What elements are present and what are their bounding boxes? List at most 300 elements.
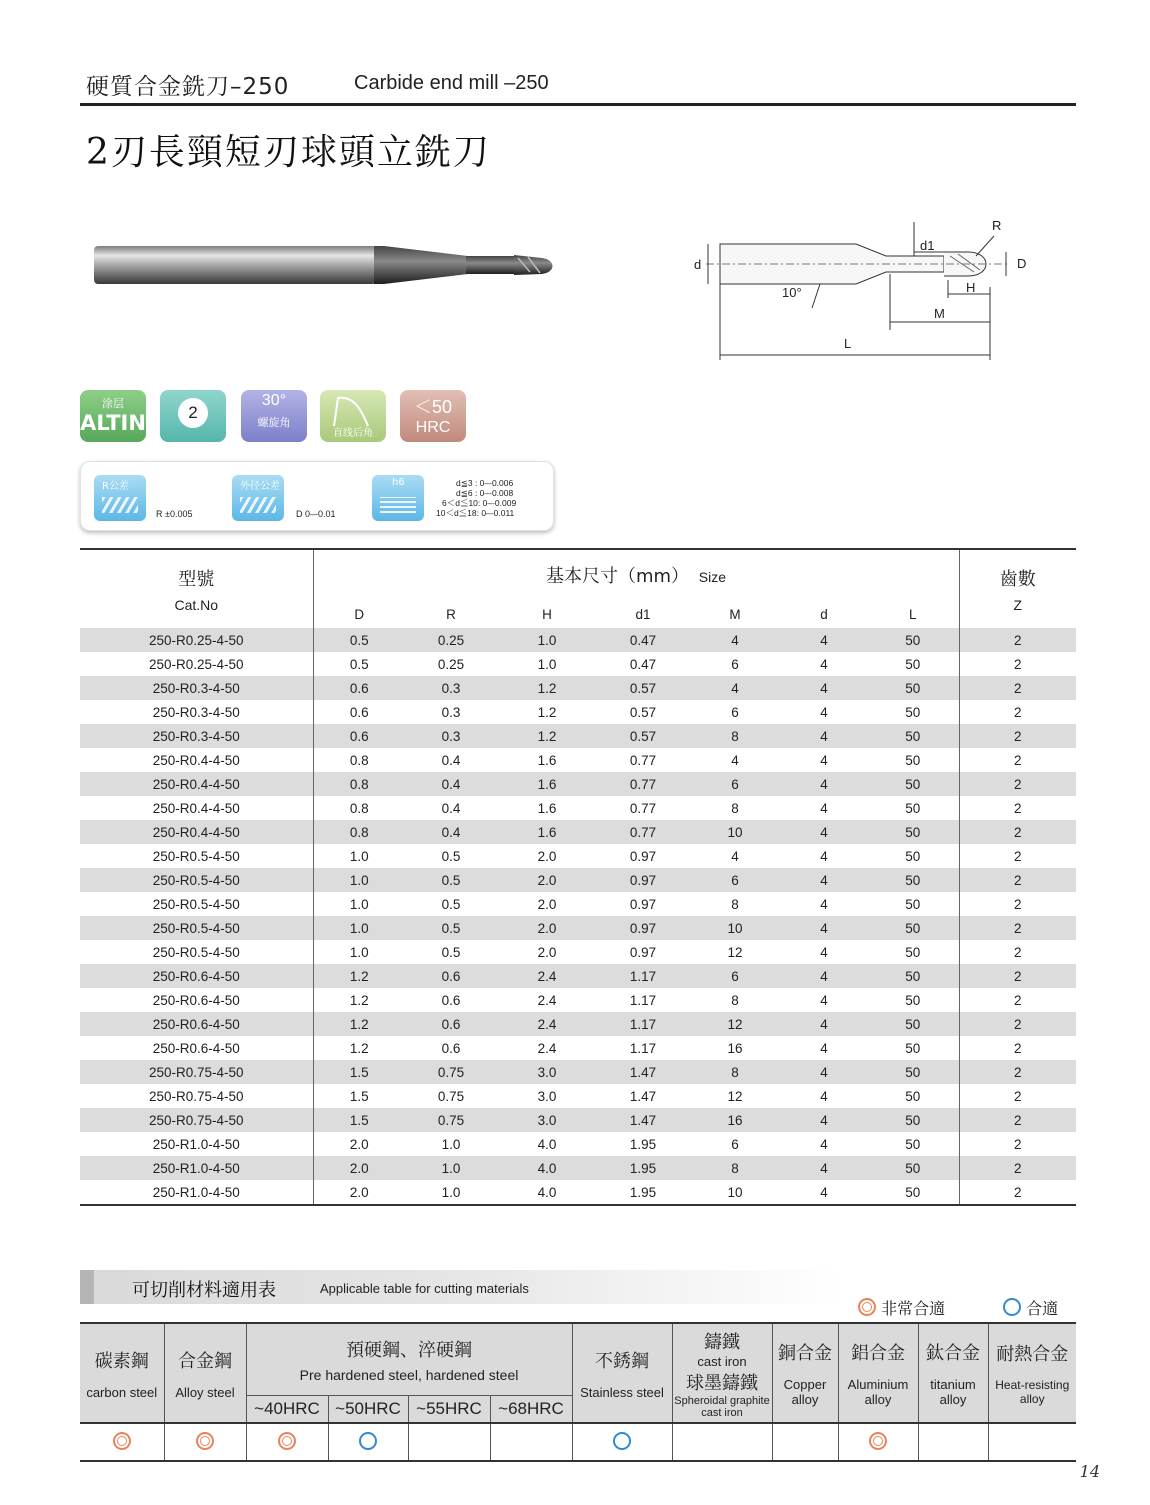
cell-d1: 1.47 bbox=[597, 1060, 689, 1084]
table-row bbox=[80, 1060, 1076, 1084]
cell-L: 50 bbox=[867, 820, 959, 844]
table-row bbox=[80, 964, 1076, 988]
cell-d: 4 bbox=[781, 772, 867, 796]
hardness-badge bbox=[400, 390, 466, 442]
cell-L: 50 bbox=[867, 1012, 959, 1036]
materials-title-en: Applicable table for cutting materials bbox=[320, 1281, 529, 1296]
suitability-cell bbox=[80, 1423, 164, 1461]
very-suitable-icon bbox=[858, 1298, 876, 1316]
col-header: R bbox=[446, 606, 456, 622]
cell-d1: 0.77 bbox=[597, 820, 689, 844]
mat-prehardened-cn: 預硬鋼、淬硬鋼 bbox=[346, 1339, 472, 1361]
cell-d1: 0.57 bbox=[597, 724, 689, 748]
cell-d1: 1.95 bbox=[597, 1180, 689, 1205]
drawing-label-angle: 10° bbox=[782, 285, 802, 300]
table-row bbox=[80, 916, 1076, 940]
cell-cat-no: 250-R0.5-4-50 bbox=[80, 892, 313, 916]
teeth-header-en: Z bbox=[1013, 597, 1023, 613]
h6-row: 6＜d≦10: 0–-0.009 bbox=[442, 498, 517, 508]
cell-M: 6 bbox=[689, 772, 781, 796]
header-title-cn: 硬質合金銑刀–250 bbox=[86, 74, 290, 100]
cell-cat-no: 250-R1.0-4-50 bbox=[80, 1156, 313, 1180]
cell-cat-no: 250-R0.75-4-50 bbox=[80, 1084, 313, 1108]
cell-M: 6 bbox=[689, 964, 781, 988]
cell-d: 4 bbox=[781, 1060, 867, 1084]
h6-row: d≦6 : 0–-0.008 bbox=[456, 488, 514, 498]
header-title-en: Carbide end mill –250 bbox=[354, 72, 549, 94]
cell-M: 4 bbox=[731, 752, 739, 768]
mat-copper bbox=[772, 1323, 838, 1423]
cell-D: 1.5 bbox=[313, 1108, 405, 1132]
cell-R: 0.3 bbox=[441, 704, 461, 720]
cell-d: 4 bbox=[781, 676, 867, 700]
cell-M: 6 bbox=[689, 868, 781, 892]
coating-value: ALTIN bbox=[80, 411, 146, 435]
mat-heat-resisting bbox=[988, 1323, 1076, 1423]
cell-H: 4.0 bbox=[537, 1136, 557, 1152]
cell-d1: 1.17 bbox=[629, 1040, 657, 1056]
cell-L: 50 bbox=[867, 1108, 959, 1132]
cell-H: 3.0 bbox=[537, 1088, 557, 1104]
cell-M: 10 bbox=[689, 1180, 781, 1205]
mat-copper-en1: Copper bbox=[783, 1377, 827, 1392]
cell-Z: 2 bbox=[1013, 1040, 1022, 1056]
cell-M: 10 bbox=[689, 916, 781, 940]
cell-d: 4 bbox=[820, 944, 828, 960]
table-row bbox=[80, 940, 1076, 964]
cell-Z: 2 bbox=[1013, 848, 1022, 864]
cell-cat-no: 250-R0.75-4-50 bbox=[80, 1060, 313, 1084]
teeth-header-cn: 齒數 bbox=[999, 569, 1036, 590]
mat-copper-cn: 銅合金 bbox=[778, 1343, 832, 1364]
cell-d: 4 bbox=[781, 1108, 867, 1132]
cell-cat-no: 250-R0.5-4-50 bbox=[80, 844, 313, 868]
cell-L: 50 bbox=[867, 868, 959, 892]
very-suitable-icon bbox=[113, 1432, 131, 1450]
cell-Z: 2 bbox=[1013, 992, 1022, 1008]
cell-D: 1.0 bbox=[349, 944, 369, 960]
cell-L: 50 bbox=[867, 892, 959, 916]
cell-cat-no: 250-R0.75-4-50 bbox=[80, 1108, 313, 1132]
cell-cat-no: 250-R0.5-4-50 bbox=[80, 916, 313, 940]
cat-header-en: Cat.No bbox=[174, 597, 219, 613]
legend-suitable bbox=[1003, 1296, 1058, 1319]
suitable-icon bbox=[1003, 1298, 1021, 1316]
cell-d1: 1.17 bbox=[597, 1012, 689, 1036]
cell-D: 1.0 bbox=[349, 896, 369, 912]
cell-R: 0.25 bbox=[437, 656, 465, 672]
table-row bbox=[80, 1036, 1076, 1060]
cell-d: 4 bbox=[820, 848, 828, 864]
cell-R: 0.5 bbox=[405, 916, 497, 940]
cell-d: 4 bbox=[781, 1156, 867, 1180]
cell-d: 4 bbox=[820, 1136, 828, 1152]
cell-L: 50 bbox=[867, 1084, 959, 1108]
cell-d: 4 bbox=[820, 992, 828, 1008]
coating-badge bbox=[80, 390, 146, 442]
legend-ok-label: 合適 bbox=[1026, 1299, 1059, 1318]
cell-H: 1.6 bbox=[497, 772, 597, 796]
cell-L: 50 bbox=[867, 964, 959, 988]
cell-R: 0.5 bbox=[405, 868, 497, 892]
mat-heat-en1: Heat-resisting bbox=[995, 1378, 1070, 1392]
cell-Z: 2 bbox=[959, 1060, 1076, 1084]
cell-Z: 2 bbox=[959, 772, 1076, 796]
helix-badge bbox=[241, 390, 307, 442]
cell-R: 1.0 bbox=[441, 1136, 461, 1152]
cell-cat-no: 250-R0.5-4-50 bbox=[80, 940, 313, 964]
drawing-label-d1: d1 bbox=[920, 238, 935, 253]
cell-d: 4 bbox=[820, 896, 828, 912]
cell-R: 0.4 bbox=[405, 820, 497, 844]
cell-L: 50 bbox=[867, 652, 959, 676]
materials-table bbox=[80, 1322, 1076, 1462]
materials-title-cn: 可切削材料適用表 bbox=[132, 1280, 276, 1301]
cell-cat-no: 250-R0.3-4-50 bbox=[80, 700, 313, 724]
cell-H: 1.2 bbox=[537, 704, 557, 720]
product-photo bbox=[90, 236, 560, 296]
cell-d: 4 bbox=[820, 800, 828, 816]
cell-L: 50 bbox=[867, 1156, 959, 1180]
r-tolerance-value: R ±0.005 bbox=[156, 509, 193, 519]
suitability-cell bbox=[572, 1423, 672, 1461]
table-row bbox=[80, 700, 1076, 724]
cell-M: 4 bbox=[731, 848, 739, 864]
cell-H: 2.4 bbox=[537, 1040, 557, 1056]
cell-L: 50 bbox=[867, 844, 959, 868]
cell-d1: 0.77 bbox=[629, 800, 657, 816]
cell-R: 1.0 bbox=[405, 1180, 497, 1205]
cell-M: 8 bbox=[731, 992, 739, 1008]
col-header: L bbox=[867, 600, 959, 628]
cell-H: 2.4 bbox=[537, 992, 557, 1008]
suitability-cell bbox=[328, 1423, 408, 1461]
cell-M: 8 bbox=[689, 724, 781, 748]
cell-Z: 2 bbox=[959, 724, 1076, 748]
cell-H: 1.2 bbox=[497, 676, 597, 700]
mat-cast-en: cast iron bbox=[697, 1353, 747, 1369]
mat-sg-en2: cast iron bbox=[701, 1406, 743, 1419]
cell-L: 50 bbox=[867, 940, 959, 964]
cell-cat-no: 250-R0.5-4-50 bbox=[80, 868, 313, 892]
col-header: d1 bbox=[635, 606, 651, 622]
cell-Z: 2 bbox=[1013, 944, 1022, 960]
cell-D: 1.0 bbox=[349, 848, 369, 864]
suitability-cell bbox=[918, 1423, 988, 1461]
table-row bbox=[80, 1132, 1076, 1156]
table-row bbox=[80, 844, 1076, 868]
cell-R: 0.4 bbox=[441, 800, 461, 816]
cell-d: 4 bbox=[820, 1088, 828, 1104]
technical-drawing bbox=[688, 212, 1048, 372]
cell-cat-no: 250-R0.3-4-50 bbox=[80, 676, 313, 700]
suitability-cell bbox=[164, 1423, 246, 1461]
drawing-label-R: R bbox=[992, 218, 1002, 233]
cell-D: 0.6 bbox=[313, 724, 405, 748]
table-row bbox=[80, 748, 1076, 772]
cell-R: 0.6 bbox=[441, 992, 461, 1008]
cell-L: 50 bbox=[867, 916, 959, 940]
page-title: 2刃長頸短刃球頭立銑刀 bbox=[86, 132, 491, 173]
size-header-cn: 基本尺寸（mm） bbox=[545, 566, 690, 587]
cell-D: 2.0 bbox=[313, 1156, 405, 1180]
drawing-label-H: H bbox=[966, 280, 976, 295]
cell-D: 0.5 bbox=[313, 628, 405, 652]
cell-cat-no: 250-R0.4-4-50 bbox=[80, 796, 313, 820]
cell-d1: 1.17 bbox=[629, 992, 657, 1008]
teeth-header bbox=[959, 549, 1076, 628]
mat-alloy-en: Alloy steel bbox=[175, 1384, 235, 1400]
h6-label: h6 bbox=[392, 477, 405, 488]
table-row bbox=[80, 892, 1076, 916]
flutes-badge bbox=[160, 390, 226, 442]
mat-prehardened-en: Pre hardened steel, hardened steel bbox=[299, 1366, 519, 1383]
cell-R: 0.5 bbox=[441, 944, 461, 960]
mat-sg-cn: 球墨鑄鐵 bbox=[686, 1372, 758, 1394]
cell-cat-no: 250-R0.6-4-50 bbox=[80, 1036, 313, 1060]
cell-d1: 0.57 bbox=[629, 704, 657, 720]
cell-D: 0.5 bbox=[349, 656, 369, 672]
cell-M: 6 bbox=[731, 1136, 739, 1152]
size-table bbox=[80, 548, 1076, 1206]
cell-L: 50 bbox=[867, 628, 959, 652]
cell-H: 1.0 bbox=[497, 628, 597, 652]
hrc-55: ~55HRC bbox=[408, 1395, 490, 1423]
cell-L: 50 bbox=[867, 988, 959, 1012]
relief-label: 直线后角 bbox=[333, 428, 373, 439]
cell-d: 4 bbox=[820, 704, 828, 720]
cell-cat-no: 250-R0.4-4-50 bbox=[80, 820, 313, 844]
cell-R: 0.3 bbox=[405, 724, 497, 748]
cell-H: 1.6 bbox=[497, 820, 597, 844]
cell-H: 1.0 bbox=[537, 656, 557, 672]
cell-H: 2.0 bbox=[497, 916, 597, 940]
mat-ti-en2: alloy bbox=[939, 1392, 967, 1407]
cell-M: 16 bbox=[727, 1040, 743, 1056]
cell-D: 2.0 bbox=[349, 1136, 369, 1152]
h6-row: d≦3 : 0–-0.006 bbox=[456, 478, 514, 488]
cell-H: 3.0 bbox=[497, 1108, 597, 1132]
cell-L: 50 bbox=[867, 1036, 959, 1060]
cell-D: 1.2 bbox=[313, 964, 405, 988]
h6-tolerance-table bbox=[436, 478, 516, 518]
hrc-68: ~68HRC bbox=[490, 1395, 572, 1423]
cell-cat-no: 250-R0.25-4-50 bbox=[80, 628, 313, 652]
cell-L: 50 bbox=[867, 748, 959, 772]
mat-alu-cn: 鋁合金 bbox=[851, 1343, 905, 1364]
mat-sg-en: Spheroidal graphite bbox=[674, 1394, 770, 1407]
cell-R: 0.6 bbox=[405, 1012, 497, 1036]
size-table-body bbox=[80, 628, 1076, 1205]
cell-H: 2.0 bbox=[537, 896, 557, 912]
cell-D: 0.8 bbox=[349, 800, 369, 816]
cell-D: 1.5 bbox=[313, 1060, 405, 1084]
suitability-cell bbox=[988, 1423, 1076, 1461]
hrc-50: ~50HRC bbox=[328, 1395, 408, 1423]
cell-d1: 0.47 bbox=[597, 628, 689, 652]
hardness-value: ＜50 bbox=[413, 397, 453, 417]
cell-L: 50 bbox=[867, 676, 959, 700]
table-row bbox=[80, 796, 1076, 820]
cell-D: 0.6 bbox=[313, 676, 405, 700]
table-row bbox=[80, 628, 1076, 652]
cell-d: 4 bbox=[820, 1040, 828, 1056]
materials-title-bar-edge bbox=[80, 1270, 94, 1304]
size-header bbox=[313, 549, 959, 600]
mat-alloy-cn: 合金鋼 bbox=[178, 1350, 232, 1372]
cell-d1: 0.47 bbox=[629, 656, 657, 672]
cell-H: 2.0 bbox=[537, 848, 557, 864]
relief-badge bbox=[320, 390, 386, 442]
cell-Z: 2 bbox=[959, 916, 1076, 940]
drawing-label-D: D bbox=[1017, 256, 1027, 271]
cell-M: 8 bbox=[731, 896, 739, 912]
cell-cat-no: 250-R0.4-4-50 bbox=[80, 748, 313, 772]
cell-d1: 1.17 bbox=[597, 964, 689, 988]
cell-R: 0.25 bbox=[405, 628, 497, 652]
table-row bbox=[80, 772, 1076, 796]
coating-label: 涂层 bbox=[102, 398, 124, 410]
cell-H: 1.6 bbox=[537, 752, 557, 768]
col-header: D bbox=[354, 606, 365, 622]
cell-R: 0.4 bbox=[441, 752, 461, 768]
very-suitable-icon bbox=[278, 1432, 296, 1450]
cell-D: 2.0 bbox=[313, 1180, 405, 1205]
cell-Z: 2 bbox=[1013, 800, 1022, 816]
cell-Z: 2 bbox=[1013, 704, 1022, 720]
cell-D: 1.2 bbox=[349, 992, 369, 1008]
cell-d1: 0.97 bbox=[597, 916, 689, 940]
cell-D: 0.6 bbox=[349, 704, 369, 720]
mat-stainless bbox=[572, 1323, 672, 1423]
cell-Z: 2 bbox=[959, 628, 1076, 652]
cell-H: 4.0 bbox=[497, 1156, 597, 1180]
cell-M: 12 bbox=[727, 944, 743, 960]
cell-Z: 2 bbox=[959, 1180, 1076, 1205]
cell-Z: 2 bbox=[959, 1156, 1076, 1180]
cell-R: 1.0 bbox=[405, 1156, 497, 1180]
cell-d1: 1.47 bbox=[597, 1108, 689, 1132]
h6-icon bbox=[372, 475, 424, 521]
cell-D: 0.8 bbox=[313, 772, 405, 796]
cell-cat-no: 250-R0.4-4-50 bbox=[80, 772, 313, 796]
mat-copper-en2: alloy bbox=[791, 1392, 819, 1407]
od-tolerance-value: D 0–-0.01 bbox=[296, 509, 336, 519]
cell-cat-no: 250-R1.0-4-50 bbox=[80, 1180, 313, 1205]
cell-D: 0.8 bbox=[349, 752, 369, 768]
cell-H: 1.2 bbox=[497, 724, 597, 748]
cell-d1: 0.97 bbox=[629, 848, 657, 864]
cell-d: 4 bbox=[781, 964, 867, 988]
cat-header bbox=[80, 549, 313, 628]
cell-Z: 2 bbox=[1013, 656, 1022, 672]
cell-d: 4 bbox=[781, 724, 867, 748]
suitable-icon bbox=[613, 1432, 631, 1450]
table-row bbox=[80, 868, 1076, 892]
mat-cast-cn: 鑄鐵 bbox=[704, 1331, 740, 1353]
hrc-40: ~40HRC bbox=[246, 1395, 328, 1423]
table-row bbox=[80, 820, 1076, 844]
cell-d1: 0.97 bbox=[629, 944, 657, 960]
od-tolerance-label: 外径公差 bbox=[240, 481, 280, 492]
mat-carbon-en: carbon steel bbox=[86, 1384, 158, 1400]
very-suitable-icon bbox=[196, 1432, 214, 1450]
cell-Z: 2 bbox=[959, 1108, 1076, 1132]
cell-d: 4 bbox=[781, 916, 867, 940]
mat-alu-en1: Aluminium bbox=[847, 1377, 909, 1392]
suitable-icon bbox=[359, 1432, 377, 1450]
table-row bbox=[80, 988, 1076, 1012]
cell-H: 2.4 bbox=[497, 964, 597, 988]
cell-cat-no: 250-R1.0-4-50 bbox=[80, 1132, 313, 1156]
table-row bbox=[80, 1012, 1076, 1036]
drawing-label-d: d bbox=[694, 257, 702, 272]
flutes-value: 2 bbox=[178, 398, 208, 428]
cell-cat-no: 250-R0.6-4-50 bbox=[80, 1012, 313, 1036]
table-row bbox=[80, 724, 1076, 748]
cell-Z: 2 bbox=[1013, 1136, 1022, 1152]
cell-cat-no: 250-R0.25-4-50 bbox=[80, 652, 313, 676]
cell-d: 4 bbox=[820, 752, 828, 768]
cell-Z: 2 bbox=[1013, 752, 1022, 768]
od-tolerance-icon bbox=[232, 475, 284, 521]
cell-Z: 2 bbox=[1013, 896, 1022, 912]
cell-d1: 0.57 bbox=[597, 676, 689, 700]
cell-H: 3.0 bbox=[497, 1060, 597, 1084]
cell-L: 50 bbox=[867, 796, 959, 820]
cell-Z: 2 bbox=[959, 964, 1076, 988]
mat-titanium bbox=[918, 1323, 988, 1423]
cell-M: 12 bbox=[727, 1088, 743, 1104]
cell-d1: 0.97 bbox=[629, 896, 657, 912]
cell-d: 4 bbox=[781, 868, 867, 892]
suitability-cell bbox=[838, 1423, 918, 1461]
cell-M: 8 bbox=[731, 800, 739, 816]
cell-M: 8 bbox=[689, 1156, 781, 1180]
cell-D: 1.0 bbox=[313, 916, 405, 940]
page-number: 14 bbox=[1079, 1462, 1100, 1481]
cell-M: 6 bbox=[731, 656, 739, 672]
cell-D: 1.2 bbox=[313, 1012, 405, 1036]
cell-R: 0.6 bbox=[441, 1040, 461, 1056]
size-header-en: Size bbox=[698, 569, 727, 585]
cell-M: 8 bbox=[689, 1060, 781, 1084]
cell-R: 0.5 bbox=[441, 848, 461, 864]
cell-Z: 2 bbox=[959, 868, 1076, 892]
cell-d: 4 bbox=[781, 628, 867, 652]
cell-M: 16 bbox=[689, 1108, 781, 1132]
cell-D: 0.8 bbox=[313, 820, 405, 844]
cell-M: 4 bbox=[689, 676, 781, 700]
cell-R: 0.75 bbox=[437, 1088, 465, 1104]
cell-H: 2.0 bbox=[497, 868, 597, 892]
cell-D: 1.0 bbox=[313, 868, 405, 892]
cell-H: 1.6 bbox=[537, 800, 557, 816]
mat-stainless-en: Stainless steel bbox=[580, 1384, 664, 1400]
cell-M: 4 bbox=[689, 628, 781, 652]
table-row bbox=[80, 1108, 1076, 1132]
mat-heat-cn: 耐熱合金 bbox=[996, 1344, 1069, 1365]
cell-Z: 2 bbox=[959, 820, 1076, 844]
suitability-row bbox=[80, 1423, 1076, 1461]
mat-aluminium bbox=[838, 1323, 918, 1423]
helix-label: 螺旋角 bbox=[257, 417, 291, 429]
table-row bbox=[80, 1180, 1076, 1205]
suitability-cell bbox=[408, 1423, 490, 1461]
cell-R: 0.5 bbox=[441, 896, 461, 912]
cell-L: 50 bbox=[867, 1132, 959, 1156]
cell-R: 0.6 bbox=[405, 964, 497, 988]
